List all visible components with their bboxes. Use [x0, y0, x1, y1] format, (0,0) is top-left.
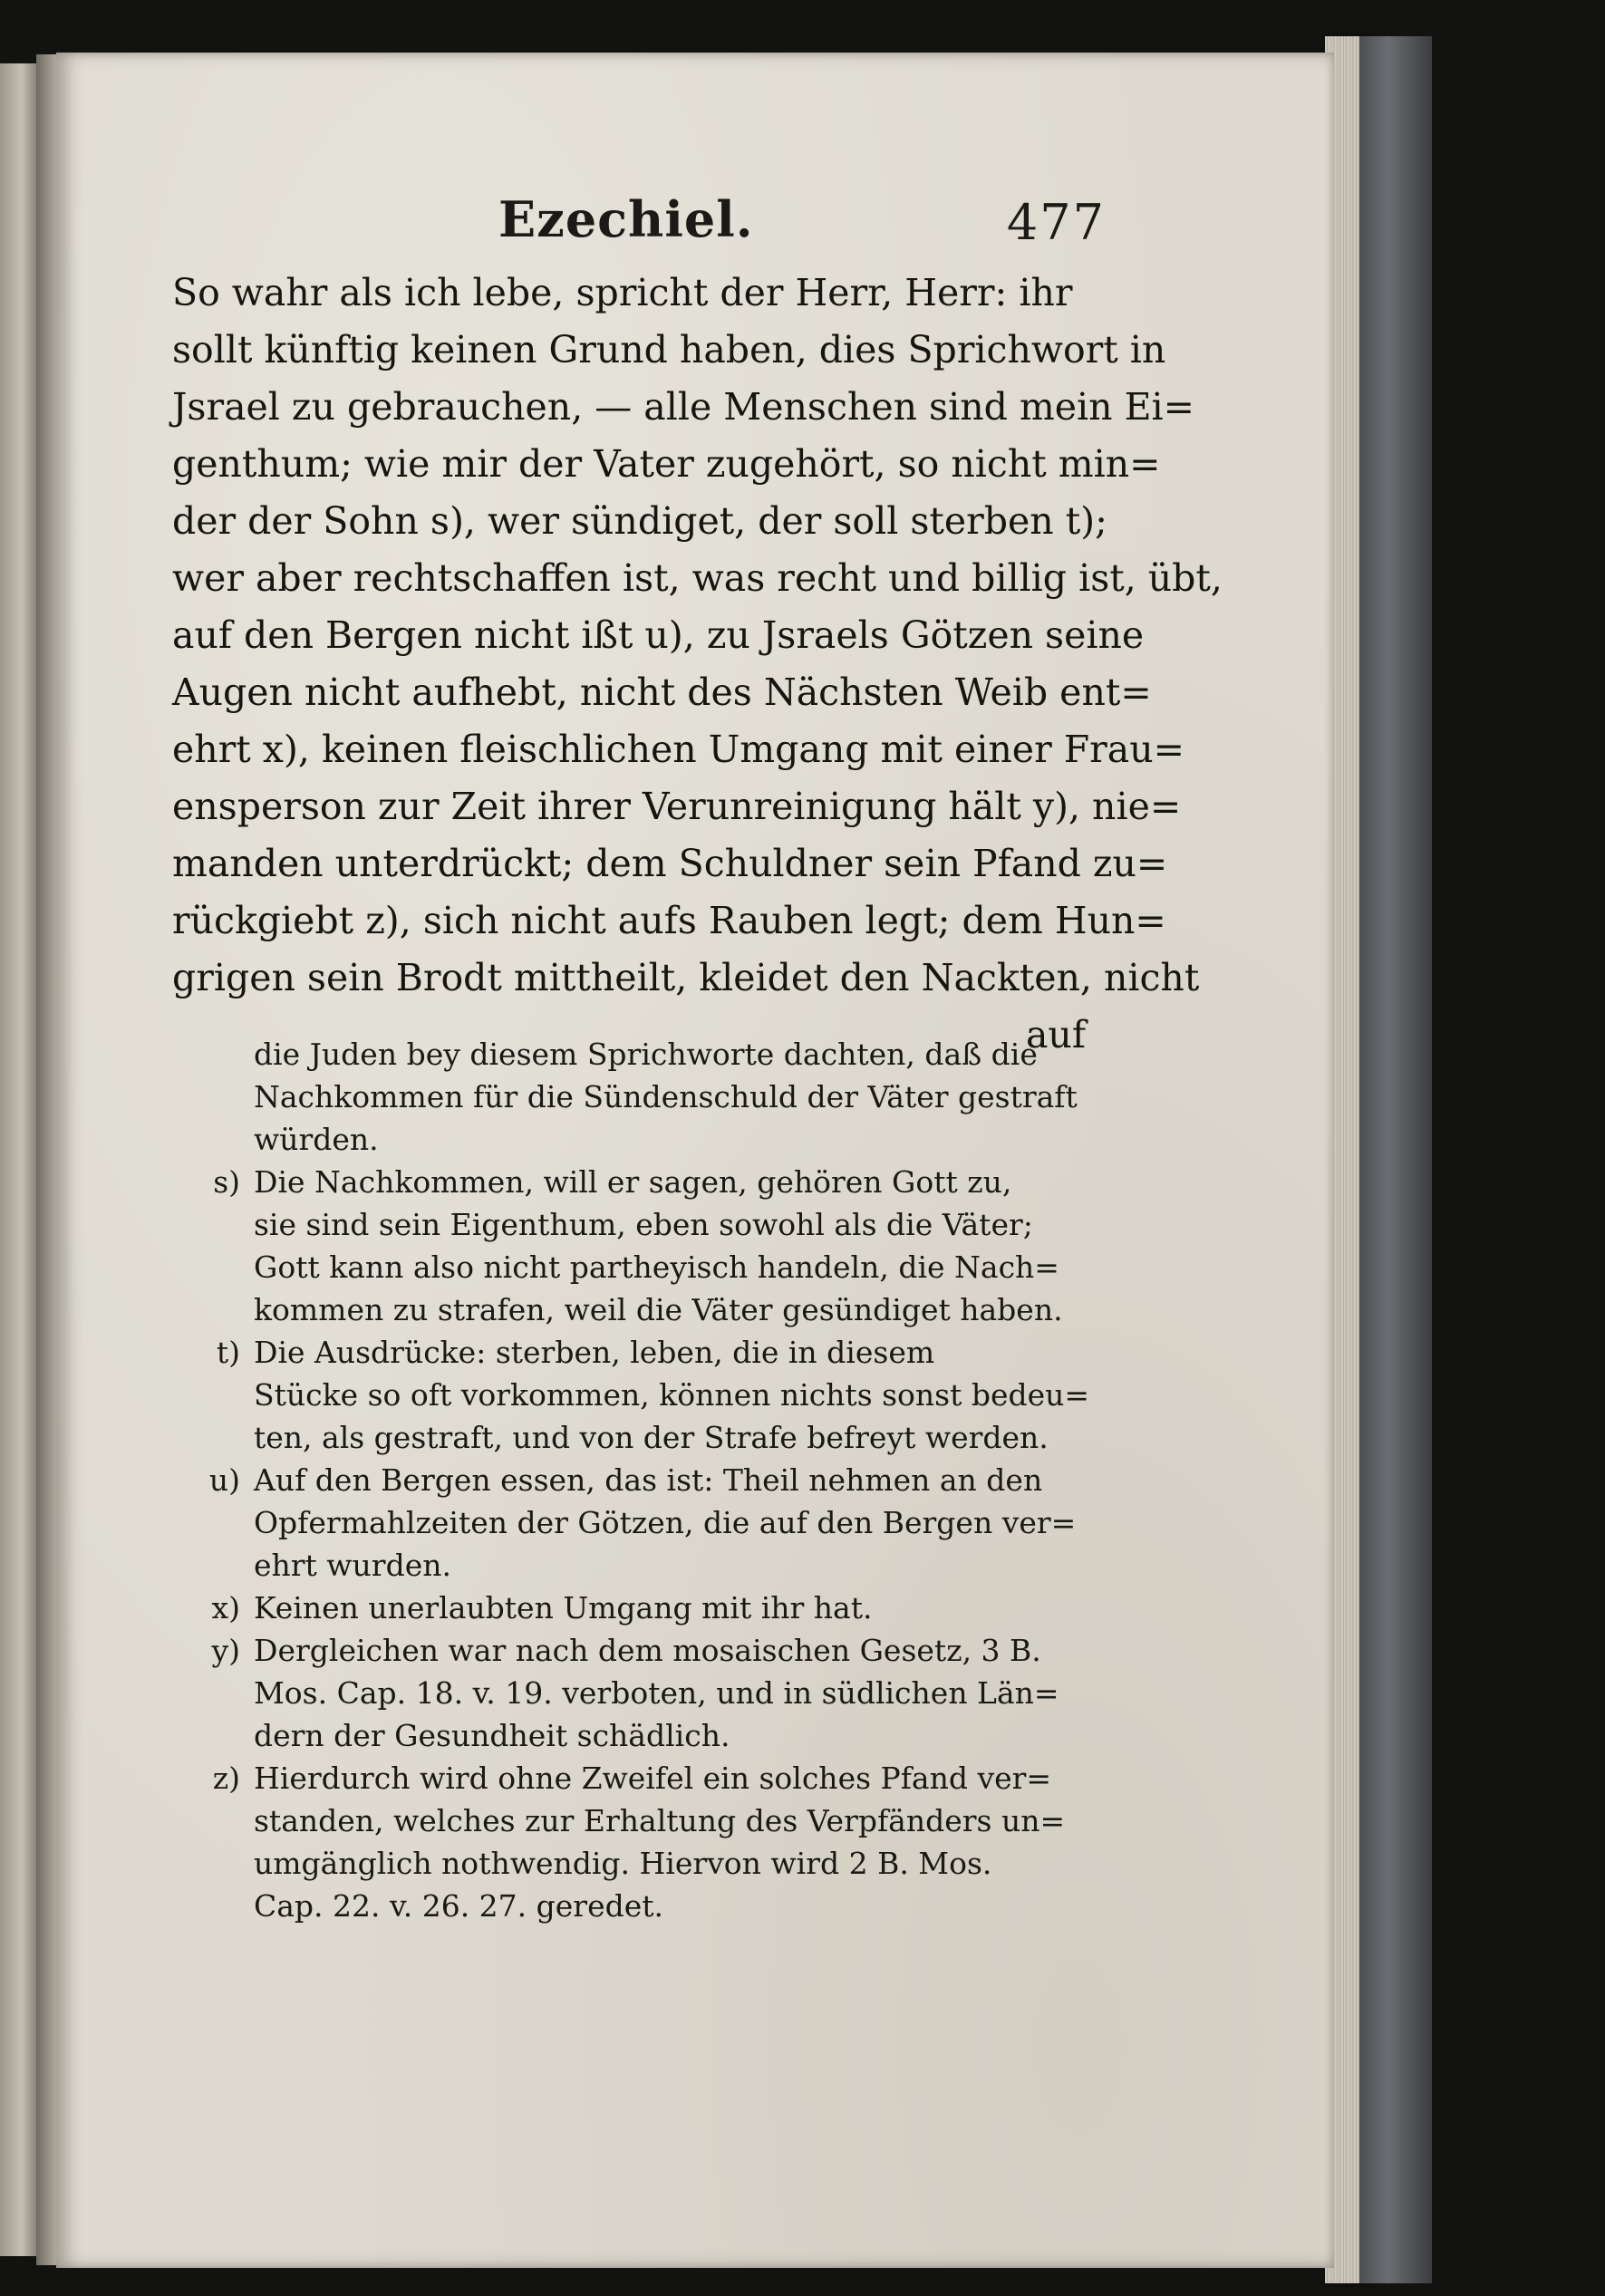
footnote-line: Stücke so oft vorkommen, können nichts sonst bedeu= [254, 1377, 1090, 1413]
footnote-mark: z) [212, 1761, 240, 1796]
footnote-z [190, 1757, 1097, 1799]
text-line: So wahr als ich lebe, spricht der Herr, Herr: ihr [172, 271, 1073, 314]
footnote-mark: u) [208, 1462, 240, 1498]
footnote-text: Hierdurch wird ohne Zweifel ein solches Pfand ver= [254, 1761, 1052, 1796]
footnote-line: dern der Gesundheit schädlich. [254, 1718, 730, 1753]
footnote-u [190, 1459, 1097, 1501]
footnote-text: Die Ausdrücke: sterben, leben, die in diesem [254, 1335, 935, 1370]
text-line: der der Sohn s), wer sündiget, der soll sterben t); [172, 499, 1107, 543]
text-line: genthum; wie mir der Vater zugehört, so nicht min= [172, 442, 1161, 486]
main-text [172, 265, 1223, 1064]
page-number: 477 [1006, 194, 1106, 251]
footnote-mark: s) [213, 1164, 240, 1200]
footnote-line: standen, welches zur Erhaltung des Verpfänders un= [254, 1803, 1066, 1838]
footnote-t [190, 1331, 1097, 1374]
footnote-continuation-line: Nachkommen für die Sündenschuld der Väter gestraft [254, 1079, 1078, 1114]
footnote-text: Dergleichen war nach dem mosaischen Gesetz, 3 B. [254, 1633, 1041, 1668]
text-line: Augen nicht aufhebt, nicht des Nächsten Weib ent= [172, 670, 1152, 714]
footnote-line: Gott kann also nicht partheyisch handeln, die Nach= [254, 1249, 1059, 1285]
footnote-line: Mos. Cap. 18. v. 19. verboten, und in südlichen Län= [254, 1675, 1059, 1711]
footnote-line: ehrt wurden. [254, 1548, 451, 1583]
footnote-mark: y) [211, 1633, 240, 1668]
running-head [218, 190, 1106, 254]
footnote-y [190, 1629, 1097, 1672]
catchword: auf [1025, 1013, 1086, 1056]
footnote-line: ten, als gestraft, und von der Strafe befreyt werden. [254, 1420, 1049, 1455]
text-line: Jsrael zu gebrauchen, — alle Menschen sind mein Ei= [172, 385, 1194, 429]
text-line: manden unterdrückt; dem Schuldner sein Pfand zu= [172, 842, 1168, 885]
footnote-text: Keinen unerlaubten Umgang mit ihr hat. [254, 1590, 873, 1626]
footnote-mark: x) [211, 1590, 240, 1626]
footnote-text: Die Nachkommen, will er sagen, gehören Gott zu, [254, 1164, 1012, 1200]
text-line: sollt künftig keinen Grund haben, dies Sprichwort in [172, 328, 1166, 371]
book-cover-edge [1359, 36, 1432, 2283]
footnote-line: kommen zu strafen, weil die Väter gesündiget haben. [254, 1292, 1063, 1327]
text-line: ehrt x), keinen fleischlichen Umgang mit einer Frau= [172, 728, 1184, 771]
previous-page-edge [0, 63, 36, 2256]
text-line: wer aber rechtschaffen ist, was recht und billig ist, übt, [172, 556, 1223, 600]
footnote-line: sie sind sein Eigenthum, eben sowohl als die Väter; [254, 1207, 1033, 1242]
footnote-line: Cap. 22. v. 26. 27. geredet. [254, 1888, 664, 1924]
footnotes [190, 1033, 1097, 1927]
footnote-text: Auf den Bergen essen, das ist: Theil nehmen an den [254, 1462, 1043, 1498]
footnote-continuation-line: die Juden bey diesem Sprichworte dachten, daß die [254, 1037, 1038, 1072]
footnote-s [190, 1161, 1097, 1203]
footnote-continuation-line: würden. [254, 1122, 379, 1157]
text-line: auf den Bergen nicht ißt u), zu Jsraels Götzen seine [172, 613, 1145, 657]
text-line: ensperson zur Zeit ihrer Verunreinigung hält y), nie= [172, 785, 1182, 828]
footnote-x [190, 1587, 1097, 1629]
footnote-line: umgänglich nothwendig. Hiervon wird 2 B. Mos. [254, 1846, 992, 1881]
running-title: Ezechiel. [498, 190, 754, 248]
footnote-line: Opfermahlzeiten der Götzen, die auf den Bergen ver= [254, 1505, 1077, 1540]
text-line: rückgiebt z), sich nicht aufs Rauben legt; dem Hun= [172, 899, 1166, 942]
text-line: grigen sein Brodt mittheilt, kleidet den Nackten, nicht [172, 956, 1200, 999]
footnote-mark: t) [216, 1335, 240, 1370]
